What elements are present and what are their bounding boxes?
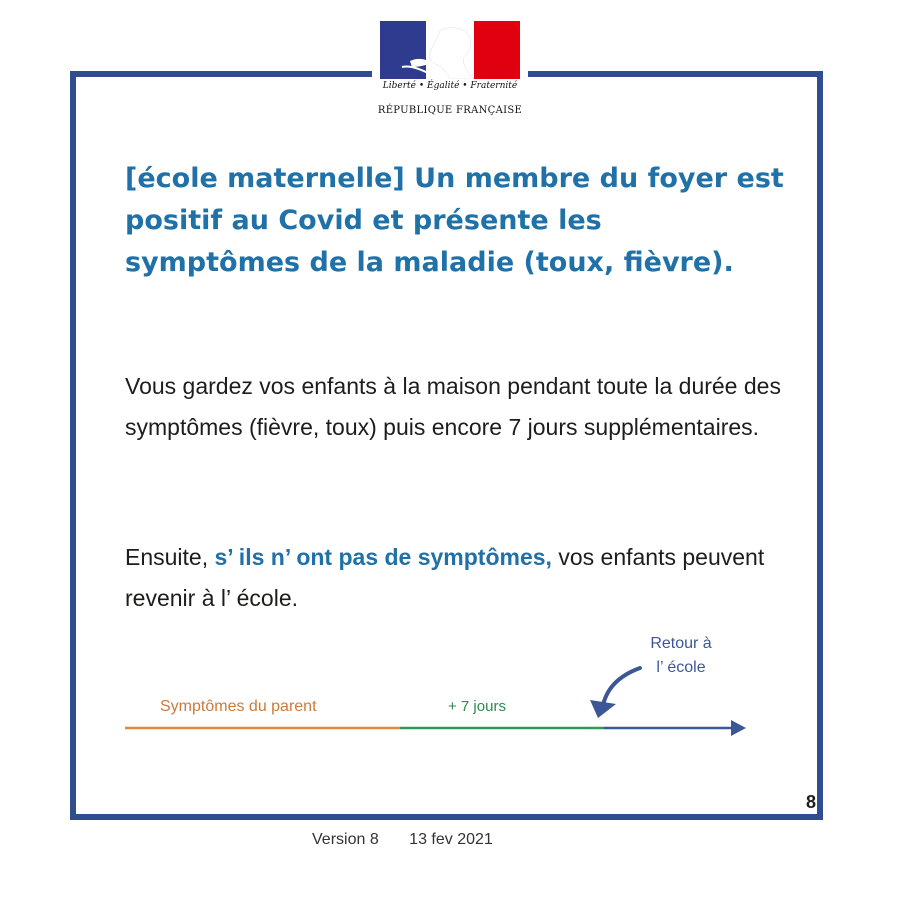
paragraph-return-highlight: s’ ils n’ ont pas de symptômes, bbox=[214, 544, 552, 570]
return-label-line2: l’ école bbox=[656, 659, 706, 676]
republique-francaise-text: RÉPUBLIQUE FRANÇAISE bbox=[377, 105, 523, 116]
marianne-flag-icon bbox=[380, 21, 520, 79]
footer-date: 13 fev 2021 bbox=[409, 831, 493, 848]
paragraph-return-school bbox=[125, 537, 785, 619]
return-label-line1: Retour à bbox=[650, 635, 712, 652]
footer-version: Version 8 bbox=[312, 831, 379, 848]
page-number: 8 bbox=[806, 792, 817, 812]
paragraph-return-after: vos enfants peuvent revenir à l’ école. bbox=[125, 544, 765, 611]
paragraph-return-before: Ensuite, bbox=[125, 544, 215, 570]
timeline-return-label bbox=[626, 632, 736, 680]
footer bbox=[312, 831, 493, 849]
paragraph-keep-children-home: Vous gardez vos enfants à la maison pendant toute la durée des symptômes (fièvre, toux) puis encore 7 jours supplémentaires. bbox=[125, 373, 781, 440]
motto-text: Liberté • Égalité • Fraternité bbox=[382, 81, 518, 91]
page-title: [école maternelle] Un membre du foyer est positif au Covid et présente les symptômes de la maladie (toux, fièvre). bbox=[125, 163, 784, 278]
timeline-plus7-label: + 7 jours bbox=[448, 698, 506, 715]
republique-francaise-logo bbox=[372, 17, 528, 125]
timeline-symptoms-label: Symptômes du parent bbox=[160, 698, 317, 715]
